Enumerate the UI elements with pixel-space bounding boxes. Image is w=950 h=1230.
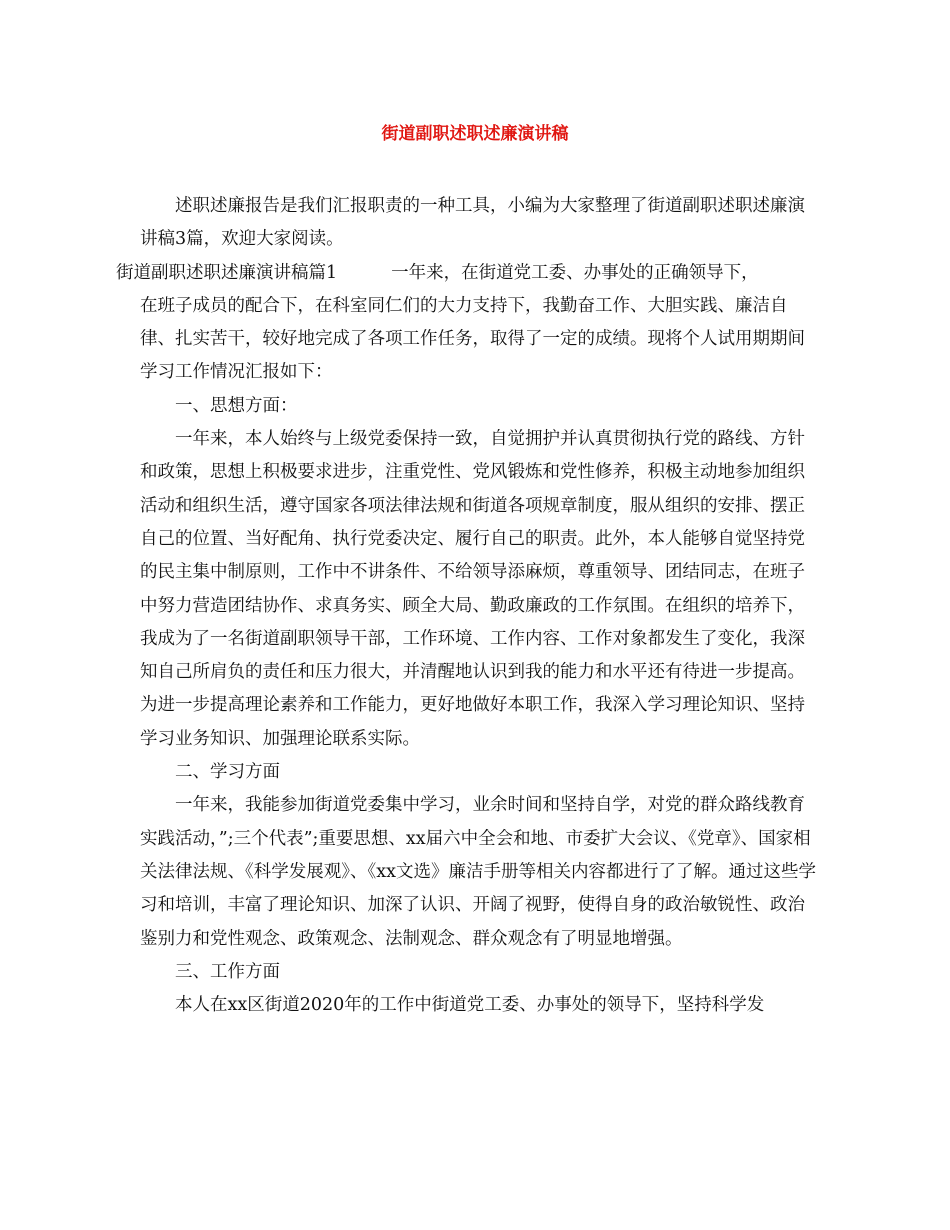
document-body [116, 190, 820, 1022]
section2-heading: 二、学习方面 [175, 762, 280, 783]
article-heading: 街道副职述职述廉演讲稿篇1 [116, 262, 338, 283]
section2-body: 一年来，我能参加街道党委集中学习，业余时间和坚持自学，对党的群众路线教育实践活动，”;三个代表”;重要思想、xx届六中全会和地、市委扩大会议、《党章》、国家相关法律法规、《科学发展观》、《xx文选》廉洁手册等相关内容都进行了了解。通过这些学习和培训，丰富了理论知识、加深了认识、开阔了视野，使得自身的政治敏锐性、政治鉴别力和党性观念、政策观念、法制观念、群众观念有了明显地增强。 [140, 795, 816, 949]
page-title: 街道副职述职述廉演讲稿 [381, 124, 569, 144]
article-first-paragraph [116, 257, 820, 390]
article-lead: 一年来，在街道党工委、办事处的正确领导下， [391, 262, 759, 283]
article-lead-continuation: 在班子成员的配合下，在科室同仁们的大力支持下，我勤奋工作、大胆实践、廉洁自律、扎实苦干，较好地完成了各项工作任务，取得了一定的成绩。现将个人试用期期间学习工作情况汇报如下： [140, 295, 805, 383]
section1-body: 一年来，本人始终与上级党委保持一致，自觉拥护并认真贯彻执行党的路线、方针和政策，思想上积极要求进步，注重党性、党风锻炼和党性修养，积极主动地参加组织活动和组织生活，遵守国家各项法律法规和街道各项规章制度，服从组织的安排、摆正自己的位置、当好配角、执行党委决定、履行自己的职责。此外，本人能够自觉坚持党的民主集中制原则，工作中不讲条件、不给领导添麻烦，尊重领导、团结同志，在班子中努力营造团结协作、求真务实、顾全大局、勤政廉政的工作氛围。在组织的培养下，我成为了一名街道副职领导干部，工作环境、工作内容、工作对象都发生了变化，我深知自己所肩负的责任和压力很大，并清醒地认识到我的能力和水平还有待进一步提高。为进一步提高理论素养和工作能力，更好地做好本职工作，我深入学习理论知识、坚持学习业务知识、加强理论联系实际。 [140, 429, 805, 749]
section3-body: 本人在xx区街道2020年的工作中街道党工委、办事处的领导下，坚持科学发 [175, 995, 765, 1016]
article-heading-line [116, 257, 820, 290]
section1-heading: 一、思想方面： [175, 395, 298, 416]
section3-heading: 三、工作方面 [175, 961, 280, 982]
intro-paragraph: 述职述廉报告是我们汇报职责的一种工具，小编为大家整理了街道副职述职述廉演讲稿3篇，欢迎大家阅读。 [140, 196, 805, 250]
